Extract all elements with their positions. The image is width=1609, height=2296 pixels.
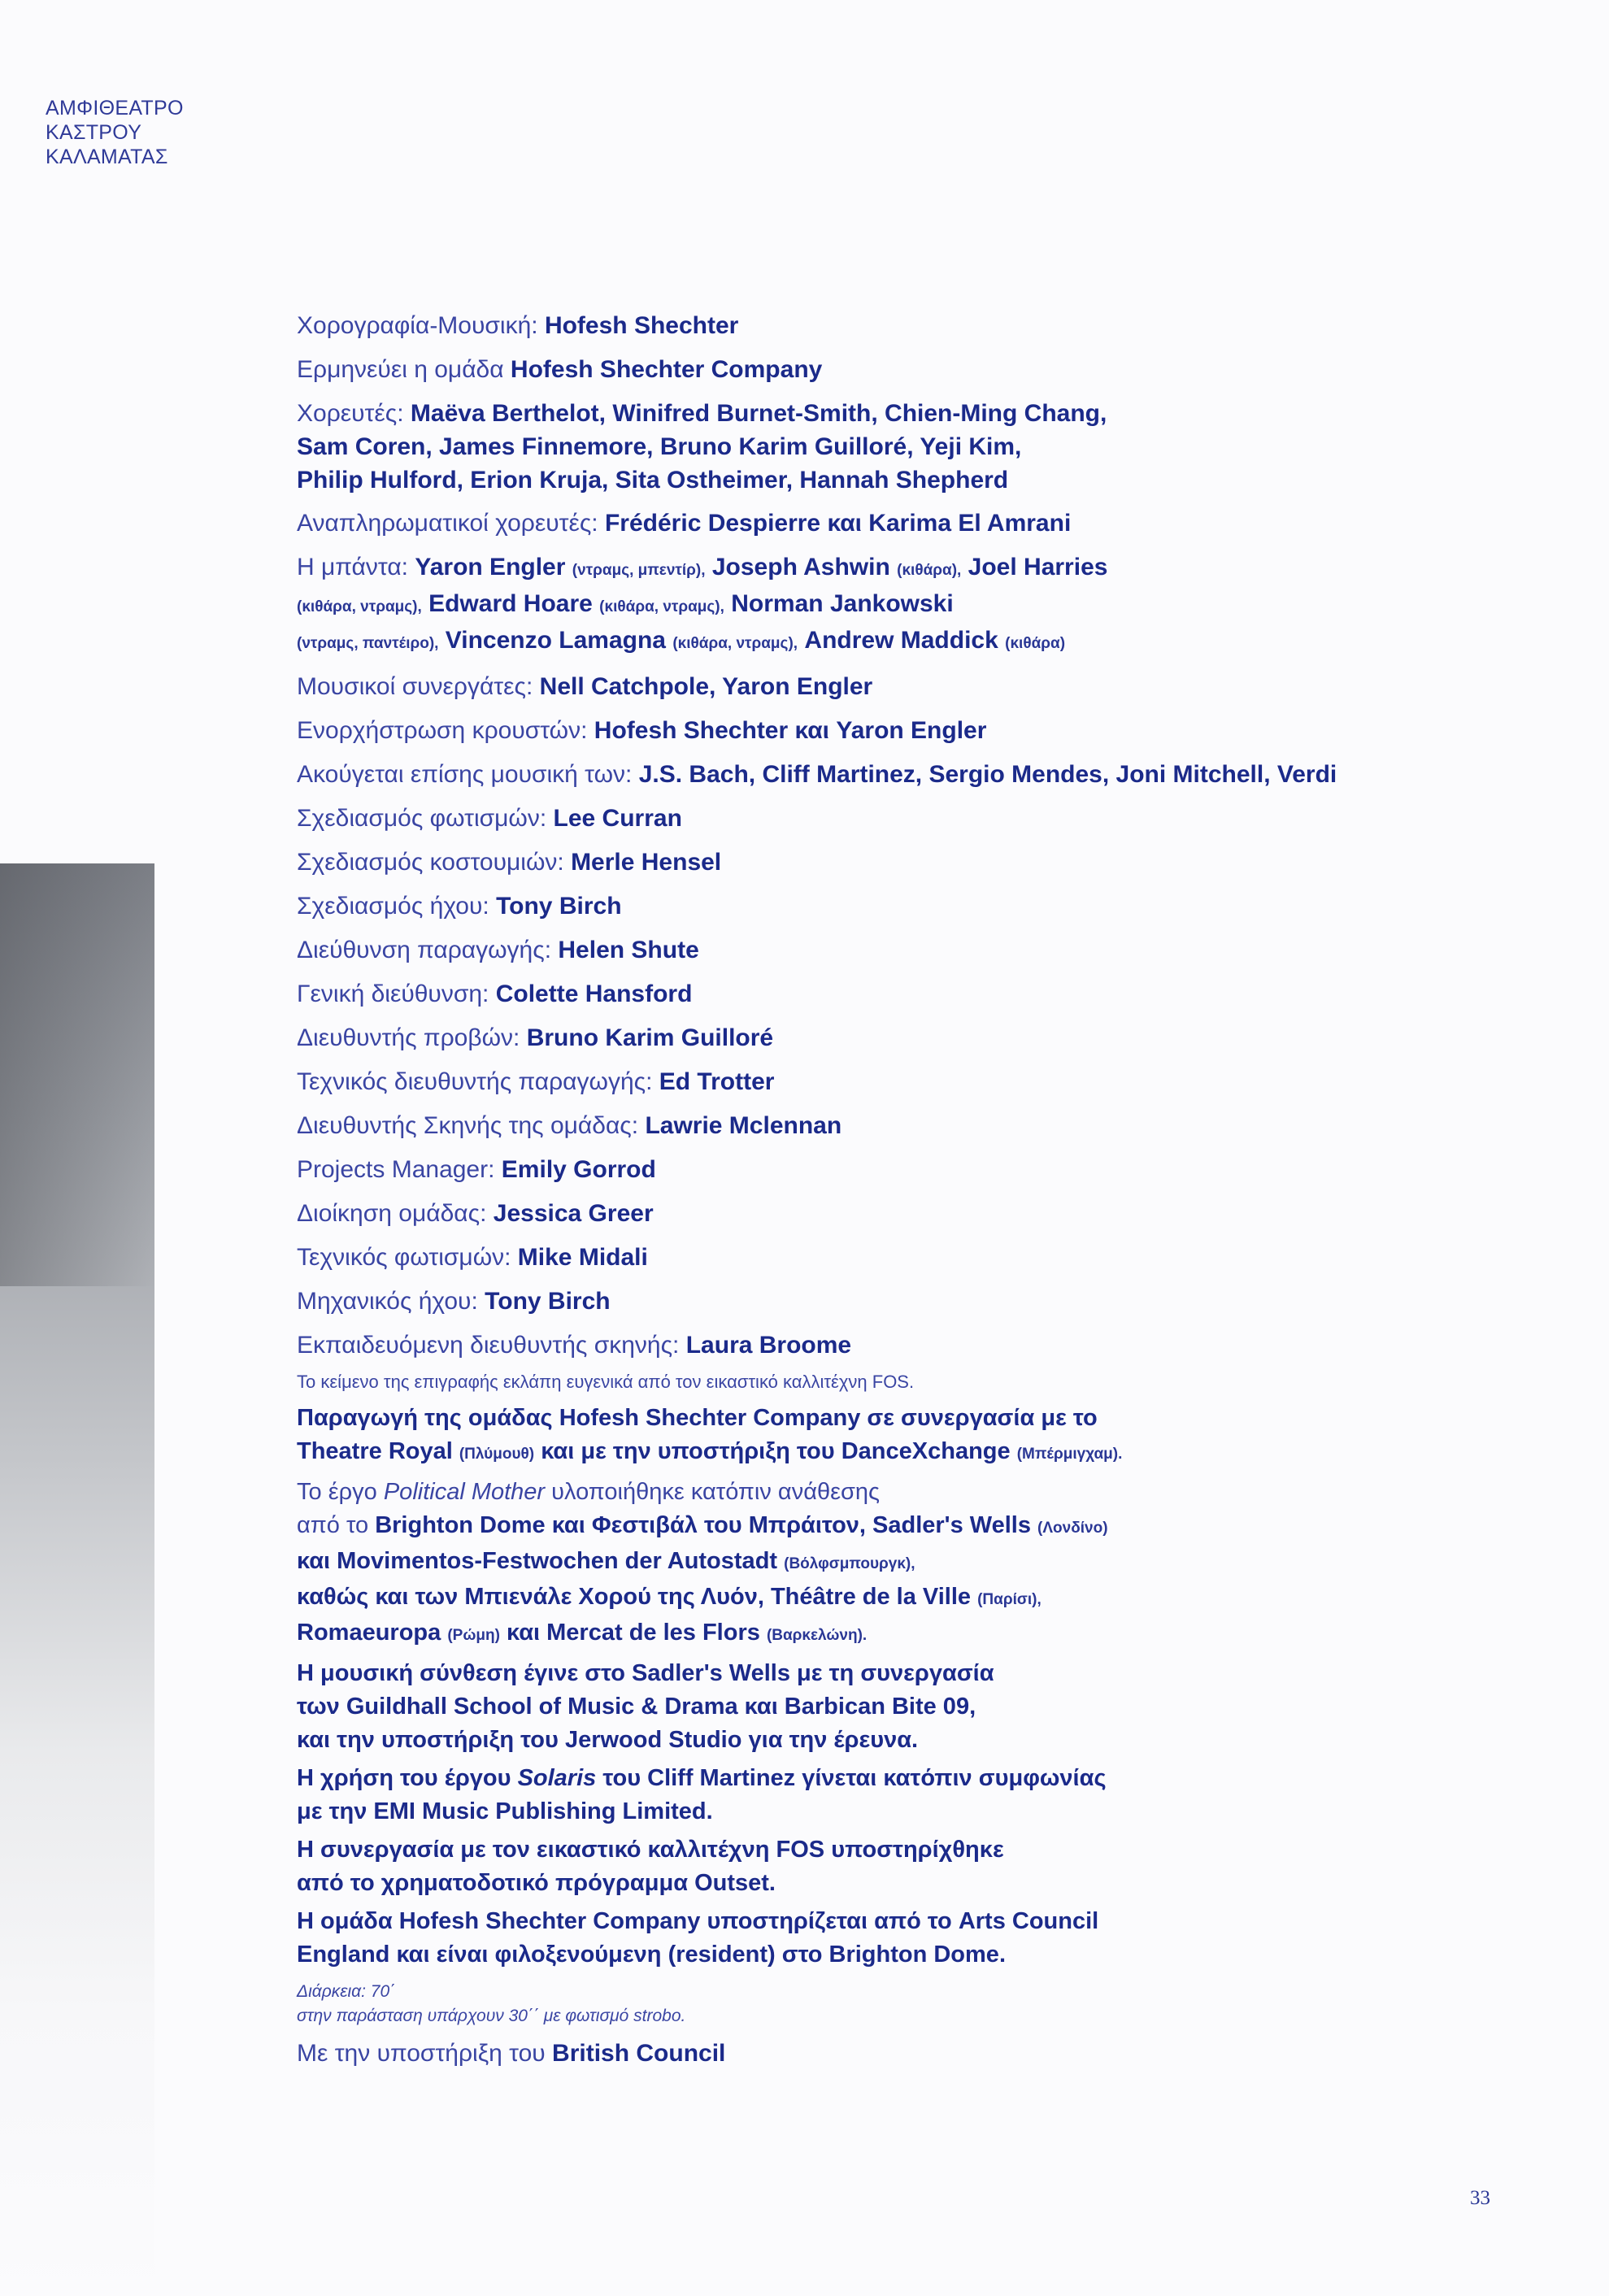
venue-name <box>46 96 184 169</box>
credit-label: Διεύθυνση παραγωγής: <box>297 937 552 963</box>
production-text: Theatre Royal <box>297 1438 453 1464</box>
commission-text: καθώς και των Μπιενάλε Χορού της Λυόν, Théâtre de la Ville <box>297 1584 972 1610</box>
commission-text: και Mercat de les Flors <box>507 1620 760 1646</box>
commission-text: Το έργο <box>297 1479 377 1505</box>
band-instrument: (κιθάρα), <box>897 562 962 579</box>
commission-line <box>297 1476 1435 1509</box>
page-number: 33 <box>1470 2187 1490 2209</box>
credit-value: Mike Midali <box>517 1244 648 1271</box>
credit-value: Maëva Berthelot, Winifred Burnet-Smith, Chien-Ming Chang, <box>410 400 1107 427</box>
band-instrument: (κιθάρα, ντραμς), <box>297 598 422 615</box>
credit-value: Tony Birch <box>485 1288 611 1315</box>
credit-label: Χορευτές: <box>297 400 404 427</box>
band-member: Norman Jankowski <box>731 590 954 617</box>
support-label: Με την υποστήριξη του <box>297 2040 546 2067</box>
solaris-paragraph <box>297 1762 1435 1829</box>
credit-label: Τεχνικός διευθυντής παραγωγής: <box>297 1068 653 1095</box>
venue-line: ΚΑΛΑΜΑΤΑΣ <box>46 146 168 168</box>
credit-projects-manager <box>297 1148 1435 1192</box>
commission-city: (Βόλφσμπουργκ), <box>784 1555 915 1572</box>
composition-paragraph <box>297 1657 1435 1757</box>
credit-label: Ερμηνεύει η ομάδα <box>297 356 504 383</box>
production-paragraph <box>297 1402 1435 1471</box>
credit-technical-director <box>297 1060 1435 1104</box>
band-instrument: (κιθάρα, ντραμς), <box>599 598 724 615</box>
composition-line: και την υποστήριξη του Jerwood Studio για την έρευνα. <box>297 1727 919 1753</box>
credit-value: Colette Hansford <box>495 981 693 1007</box>
credit-lighting-design <box>297 797 1435 841</box>
credit-label: Ακούγεται επίσης μουσική των: <box>297 761 633 788</box>
composition-line: των Guildhall School of Music & Drama και Barbican Bite 09, <box>297 1694 976 1720</box>
credit-label: Σχεδιασμός φωτισμών: <box>297 805 547 832</box>
credit-value: Bruno Karim Guilloré <box>526 1024 774 1051</box>
credit-rehearsal-director <box>297 1016 1435 1060</box>
credit-band-cont <box>297 624 1435 660</box>
work-title: Solaris <box>517 1765 597 1791</box>
commission-line <box>297 1581 1435 1616</box>
credit-sound-engineer <box>297 1280 1435 1324</box>
fos-support-paragraph <box>297 1833 1435 1900</box>
commission-text: από το <box>297 1512 369 1538</box>
commission-text: υλοποιήθηκε κατόπιν ανάθεσης <box>551 1479 881 1505</box>
credit-music-collaborators <box>297 665 1435 709</box>
solaris-line <box>297 1762 1435 1795</box>
credit-choreography <box>297 304 1435 348</box>
credit-performed-by <box>297 348 1435 392</box>
credit-label: Ενορχήστρωση κρουστών: <box>297 717 588 744</box>
credit-label: Μηχανικός ήχου: <box>297 1288 478 1315</box>
credit-value: Ed Trotter <box>659 1068 775 1095</box>
credit-general-management <box>297 972 1435 1016</box>
production-city: (Μπέρμιγχαμ). <box>1016 1446 1123 1463</box>
credit-value: Nell Catchpole, Yaron Engler <box>539 673 873 700</box>
credit-additional-music <box>297 753 1435 797</box>
production-city: (Πλύμουθ) <box>459 1446 535 1463</box>
band-instrument: (ντραμς, μπεντίρ), <box>572 562 706 579</box>
credit-value: Lee Curran <box>553 805 682 832</box>
band-member: Yaron Engler <box>415 554 566 581</box>
commission-line <box>297 1545 1435 1581</box>
credit-dancers <box>297 397 1435 430</box>
strobe-warning: στην παράσταση υπάρχουν 30΄΄ με φωτισμό strobo. <box>297 2007 686 2025</box>
commission-city: (Βαρκελώνη). <box>766 1627 868 1644</box>
solaris-text: Η χρήση του έργου <box>297 1765 511 1791</box>
credit-value: Sam Coren, James Finnemore, Bruno Karim Guilloré, Yeji Kim, <box>297 433 1022 460</box>
credit-costume-design <box>297 841 1435 885</box>
credit-value: Frédéric Despierre και Karima El Amrani <box>604 510 1072 537</box>
credit-label: Projects Manager: <box>297 1156 495 1183</box>
credit-value: J.S. Bach, Cliff Martinez, Sergio Mendes, Joni Mitchell, Verdi <box>638 761 1337 788</box>
production-text: και με την υποστήριξη του DanceXchange <box>541 1438 1011 1464</box>
credit-percussion <box>297 709 1435 753</box>
credit-label: Μουσικοί συνεργάτες: <box>297 673 533 700</box>
credit-label: Η μπάντα: <box>297 554 409 581</box>
credit-label: Τεχνικός φωτισμών: <box>297 1244 511 1271</box>
credit-value: Tony Birch <box>496 893 622 920</box>
credit-value: Merle Hensel <box>571 849 722 876</box>
fos-support-line: Η συνεργασία με τον εικαστικό καλλιτέχνη FOS υποστηρίχθηκε <box>297 1837 1004 1863</box>
credit-lighting-technician <box>297 1236 1435 1280</box>
fos-support-line: από το χρηματοδοτικό πρόγραμμα Outset. <box>297 1870 776 1896</box>
arts-council-paragraph <box>297 1905 1435 1972</box>
credit-dancers-cont <box>297 463 1435 497</box>
composition-line: Η μουσική σύνθεση έγινε στο Sadler's Wells με τη συνεργασία <box>297 1660 994 1686</box>
credit-label: Διευθυντής προβών: <box>297 1024 520 1051</box>
band-instrument: (κιθάρα, ντραμς), <box>672 635 798 652</box>
credit-value: Hofesh Shechter <box>544 312 739 339</box>
commission-text: και Movimentos-Festwochen der Autostadt <box>297 1548 778 1574</box>
credit-value: Laura Broome <box>685 1332 852 1359</box>
venue-line: ΑΜΦΙΘΕΑΤΡΟ <box>46 97 184 120</box>
duration-note <box>297 1980 1435 2029</box>
credit-label: Διευθυντής Σκηνής της ομάδας: <box>297 1112 639 1139</box>
credit-band <box>297 550 1435 587</box>
commission-line <box>297 1616 1435 1652</box>
venue-line: ΚΑΣΤΡΟΥ <box>46 121 142 144</box>
credit-label: Σχεδιασμός κοστουμιών: <box>297 849 564 876</box>
commission-city: (Λονδίνο) <box>1037 1520 1108 1537</box>
credit-value: Emily Gorrod <box>501 1156 656 1183</box>
band-member: Joel Harries <box>968 554 1108 581</box>
credit-trainee-stage-manager <box>297 1324 1435 1368</box>
credits-list <box>297 304 1435 2076</box>
credit-dancers-cont <box>297 430 1435 463</box>
credit-label: Σχεδιασμός ήχου: <box>297 893 489 920</box>
commission-city: (Ρώμη) <box>447 1627 500 1644</box>
arts-council-line: Η ομάδα Hofesh Shechter Company υποστηρίζεται από το Arts Council <box>297 1908 1099 1934</box>
credit-company-administration <box>297 1192 1435 1236</box>
decorative-gradient-bar <box>0 863 154 2296</box>
credit-understudies <box>297 502 1435 546</box>
band-member: Edward Hoare <box>428 590 593 617</box>
production-line: Παραγωγή της ομάδας Hofesh Shechter Company σε συνεργασία με το <box>297 1405 1098 1431</box>
band-member: Vincenzo Lamagna <box>445 627 666 654</box>
band-member: Andrew Maddick <box>804 627 998 654</box>
credit-label: Χορογραφία-Μουσική: <box>297 312 538 339</box>
credit-label: Γενική διεύθυνση: <box>297 981 489 1007</box>
work-title: Political Mother <box>383 1479 546 1505</box>
credit-value: Hofesh Shechter και Yaron Engler <box>594 717 987 744</box>
credit-value: Helen Shute <box>558 937 699 963</box>
commission-paragraph <box>297 1476 1435 1652</box>
band-instrument: (κιθάρα) <box>1005 635 1066 652</box>
support-value: British Council <box>552 2040 726 2067</box>
commission-city: (Παρίσι), <box>977 1591 1042 1608</box>
fos-note: Το κείμενο της επιγραφής εκλάπη ευγενικά από τον εικαστικό καλλιτέχνη FOS. <box>297 1372 915 1392</box>
band-instrument: (ντραμς, παντέιρο), <box>297 635 439 652</box>
credit-value: Jessica Greer <box>493 1200 654 1227</box>
credit-stage-manager <box>297 1104 1435 1148</box>
arts-council-line: England και είναι φιλοξενούμενη (resident) στο Brighton Dome. <box>297 1942 1006 1968</box>
band-member: Joseph Ashwin <box>711 554 890 581</box>
commission-text: Brighton Dome και Φεστιβάλ του Μπράιτον, Sadler's Wells <box>375 1512 1031 1538</box>
credit-label: Αναπληρωματικοί χορευτές: <box>297 510 598 537</box>
commission-line <box>297 1509 1435 1545</box>
commission-text: Romaeuropa <box>297 1620 441 1646</box>
credit-label: Εκπαιδευόμενη διευθυντής σκηνής: <box>297 1332 680 1359</box>
credit-sound-design <box>297 885 1435 928</box>
credit-production-management <box>297 928 1435 972</box>
solaris-line: με την EMI Music Publishing Limited. <box>297 1798 713 1824</box>
solaris-text: του Cliff Martinez γίνεται κατόπιν συμφωνίας <box>602 1765 1107 1791</box>
duration-line: Διάρκεια: 70΄ <box>297 1982 396 2001</box>
credit-value: Philip Hulford, Erion Kruja, Sita Ostheimer, Hannah Shepherd <box>297 467 1009 494</box>
credit-band-cont <box>297 587 1435 624</box>
support-credit <box>297 2032 1435 2076</box>
credit-label: Διοίκηση ομάδας: <box>297 1200 487 1227</box>
credit-value: Lawrie Mclennan <box>645 1112 842 1139</box>
credit-value: Hofesh Shechter Company <box>510 356 823 383</box>
production-line <box>297 1435 1435 1471</box>
